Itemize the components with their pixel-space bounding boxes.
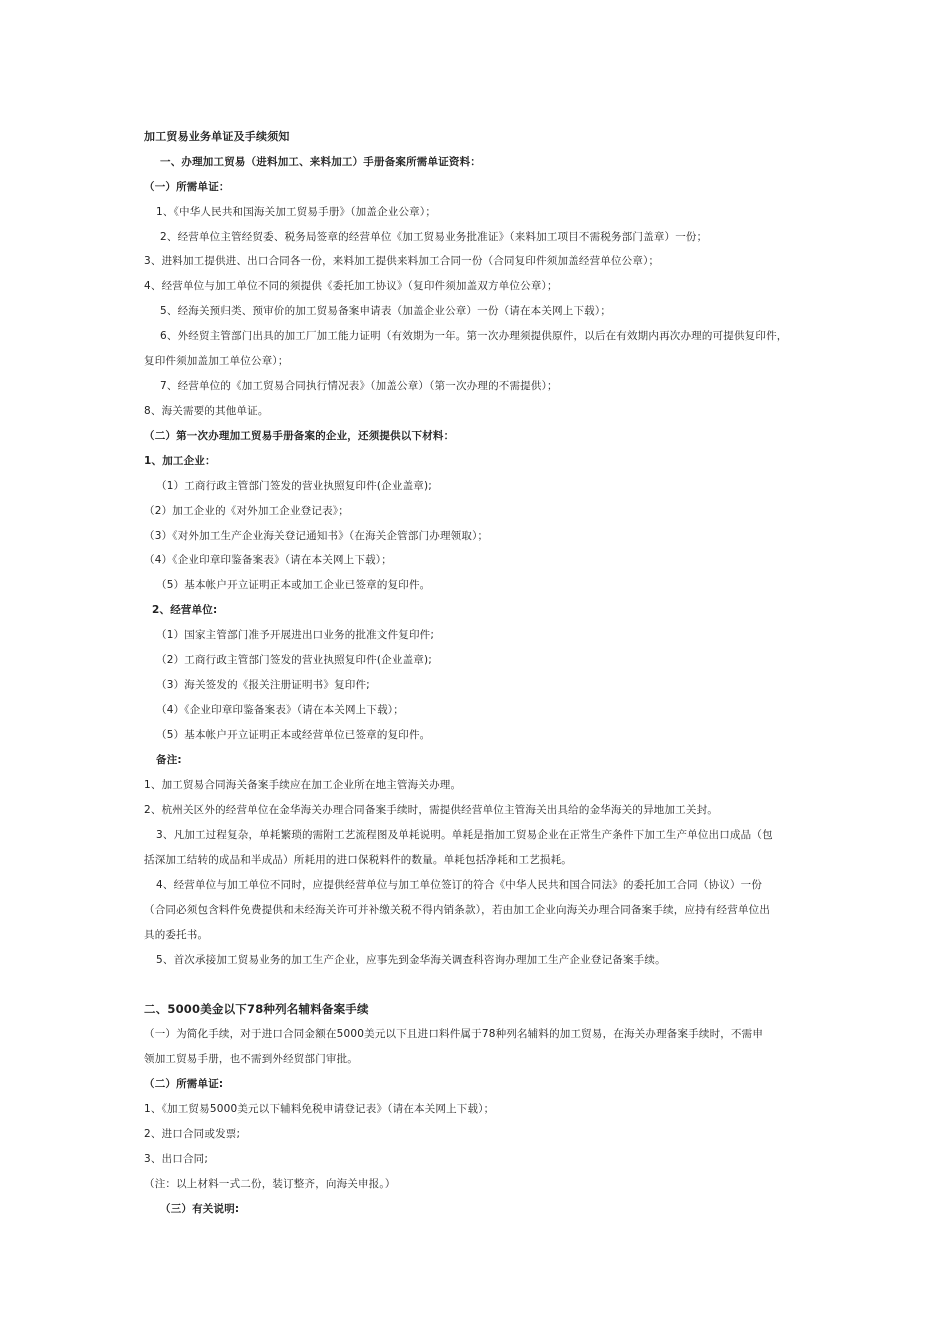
section-1-heading: 一、办理加工贸易（进料加工、来料加工）手册备案所需单证资料： xyxy=(160,156,481,168)
note-item: 4、经营单位与加工单位不同时，应提供经营单位与加工单位签订的符合《中华人民共和国合同法》的委托加工合同（协议）一份 xyxy=(156,879,763,891)
processing-enterprise-heading: 1、加工企业： xyxy=(144,455,216,467)
list-item: 1、《加工贸易5000美元以下辅料免税申请登记表》（请在本关网上下载）； xyxy=(144,1103,495,1115)
list-item: 2、进口合同或发票; xyxy=(144,1128,241,1140)
list-item: 2、经营单位主管经贸委、税务局签章的经营单位《加工贸易业务批准证》（来料加工项目不需税务部门盖章）一份； xyxy=(160,231,708,243)
note-item: 2、杭州关区外的经营单位在金华海关办理合同备案手续时，需提供经营单位主管海关出具给的金华海关的异地加工关封。 xyxy=(144,804,718,816)
list-item: 复印件须加盖加工单位公章）； xyxy=(144,355,289,367)
list-item: （5）基本帐户开立证明正本或加工企业已签章的复印件。 xyxy=(156,579,431,591)
paragraph-line: 领加工贸易手册，也不需到外经贸部门审批。 xyxy=(144,1053,358,1065)
list-item: 6、外经贸主管部门出具的加工厂加工能力证明（有效期为一年。第一次办理须提供原件，以后在有效期内再次办理的可提供复印件， xyxy=(160,330,788,342)
section-1-sub-2: （二）第一次办理加工贸易手册备案的企业，还须提供以下材料： xyxy=(144,430,455,442)
note-item: （合同必须包含料件免费提供和未经海关许可并补缴关税不得内销条款），若由加工企业向海关办理合同备案手续，应持有经营单位出 xyxy=(144,904,771,916)
document-title: 加工贸易业务单证及手续须知 xyxy=(144,130,290,143)
list-item: 3、出口合同; xyxy=(144,1153,209,1165)
list-item: （3）海关签发的《报关注册证明书》复印件; xyxy=(156,679,370,691)
list-item: 1、《中华人民共和国海关加工贸易手册》（加盖企业公章）； xyxy=(156,206,437,218)
note-item: 5、首次承接加工贸易业务的加工生产企业，应事先到金华海关调查科咨询办理加工生产企业登记备案手续。 xyxy=(156,954,666,966)
note-item: 括深加工结转的成品和半成品）所耗用的进口保税料件的数量。单耗包括净耗和工艺损耗。 xyxy=(144,854,572,866)
list-item: 8、海关需要的其他单证。 xyxy=(144,405,269,417)
list-item: （注：以上材料一式二份，装订整齐，向海关申报。） xyxy=(144,1178,396,1190)
note-item: 1、加工贸易合同海关备案手续应在加工企业所在地主管海关办理。 xyxy=(144,779,462,791)
list-item: 4、经营单位与加工单位不同的须提供《委托加工协议》（复印件须加盖双方单位公章）； xyxy=(144,280,558,292)
note-item: 具的委托书。 xyxy=(144,929,209,941)
list-item: （4）《企业印章印鉴备案表》（请在本关网上下载）； xyxy=(156,704,404,716)
list-item: （4）《企业印章印鉴备案表》（请在本关网上下载）； xyxy=(144,554,392,566)
operating-unit-heading: 2、经营单位: xyxy=(152,604,218,616)
list-item: （5）基本帐户开立证明正本或经营单位已签章的复印件。 xyxy=(156,729,431,741)
section-2-sub-2: （二）所需单证: xyxy=(144,1078,224,1090)
section-2-heading: 二、5000美金以下78种列名辅料备案手续 xyxy=(144,1002,369,1016)
note-item: 3、凡加工过程复杂，单耗繁琐的需附工艺流程图及单耗说明。单耗是指加工贸易企业在正常生产条件下加工生产单位出口成品（包 xyxy=(156,829,773,841)
list-item: 3、进料加工提供进、出口合同各一份，来料加工提供来料加工合同一份（合同复印件须加盖经营单位公章）； xyxy=(144,255,660,267)
notes-heading: 备注: xyxy=(156,754,182,766)
paragraph-line: （一）为简化手续，对于进口合同金额在5000美元以下且进口料件属于78种列名辅料的加工贸易，在海关办理备案手续时，不需申 xyxy=(144,1028,764,1040)
list-item: （1）国家主管部门准予开展进出口业务的批准文件复印件; xyxy=(156,629,435,641)
list-item: （2）加工企业的《对外加工企业登记表》； xyxy=(144,505,349,517)
list-item: （2）工商行政主管部门签发的营业执照复印件(企业盖章); xyxy=(156,654,433,666)
list-item: （3）《对外加工生产企业海关登记通知书》（在海关企管部门办理领取）； xyxy=(144,530,489,542)
list-item: （1）工商行政主管部门签发的营业执照复印件(企业盖章); xyxy=(156,480,433,492)
section-2-sub-3: （三）有关说明: xyxy=(160,1203,240,1215)
list-item: 7、经营单位的《加工贸易合同执行情况表》（加盖公章）（第一次办理的不需提供）； xyxy=(160,380,558,392)
list-item: 5、经海关预归类、预审价的加工贸易备案申请表（加盖企业公章）一份（请在本关网上下载）； xyxy=(160,305,612,317)
section-1-sub-1: （一）所需单证： xyxy=(144,181,230,193)
